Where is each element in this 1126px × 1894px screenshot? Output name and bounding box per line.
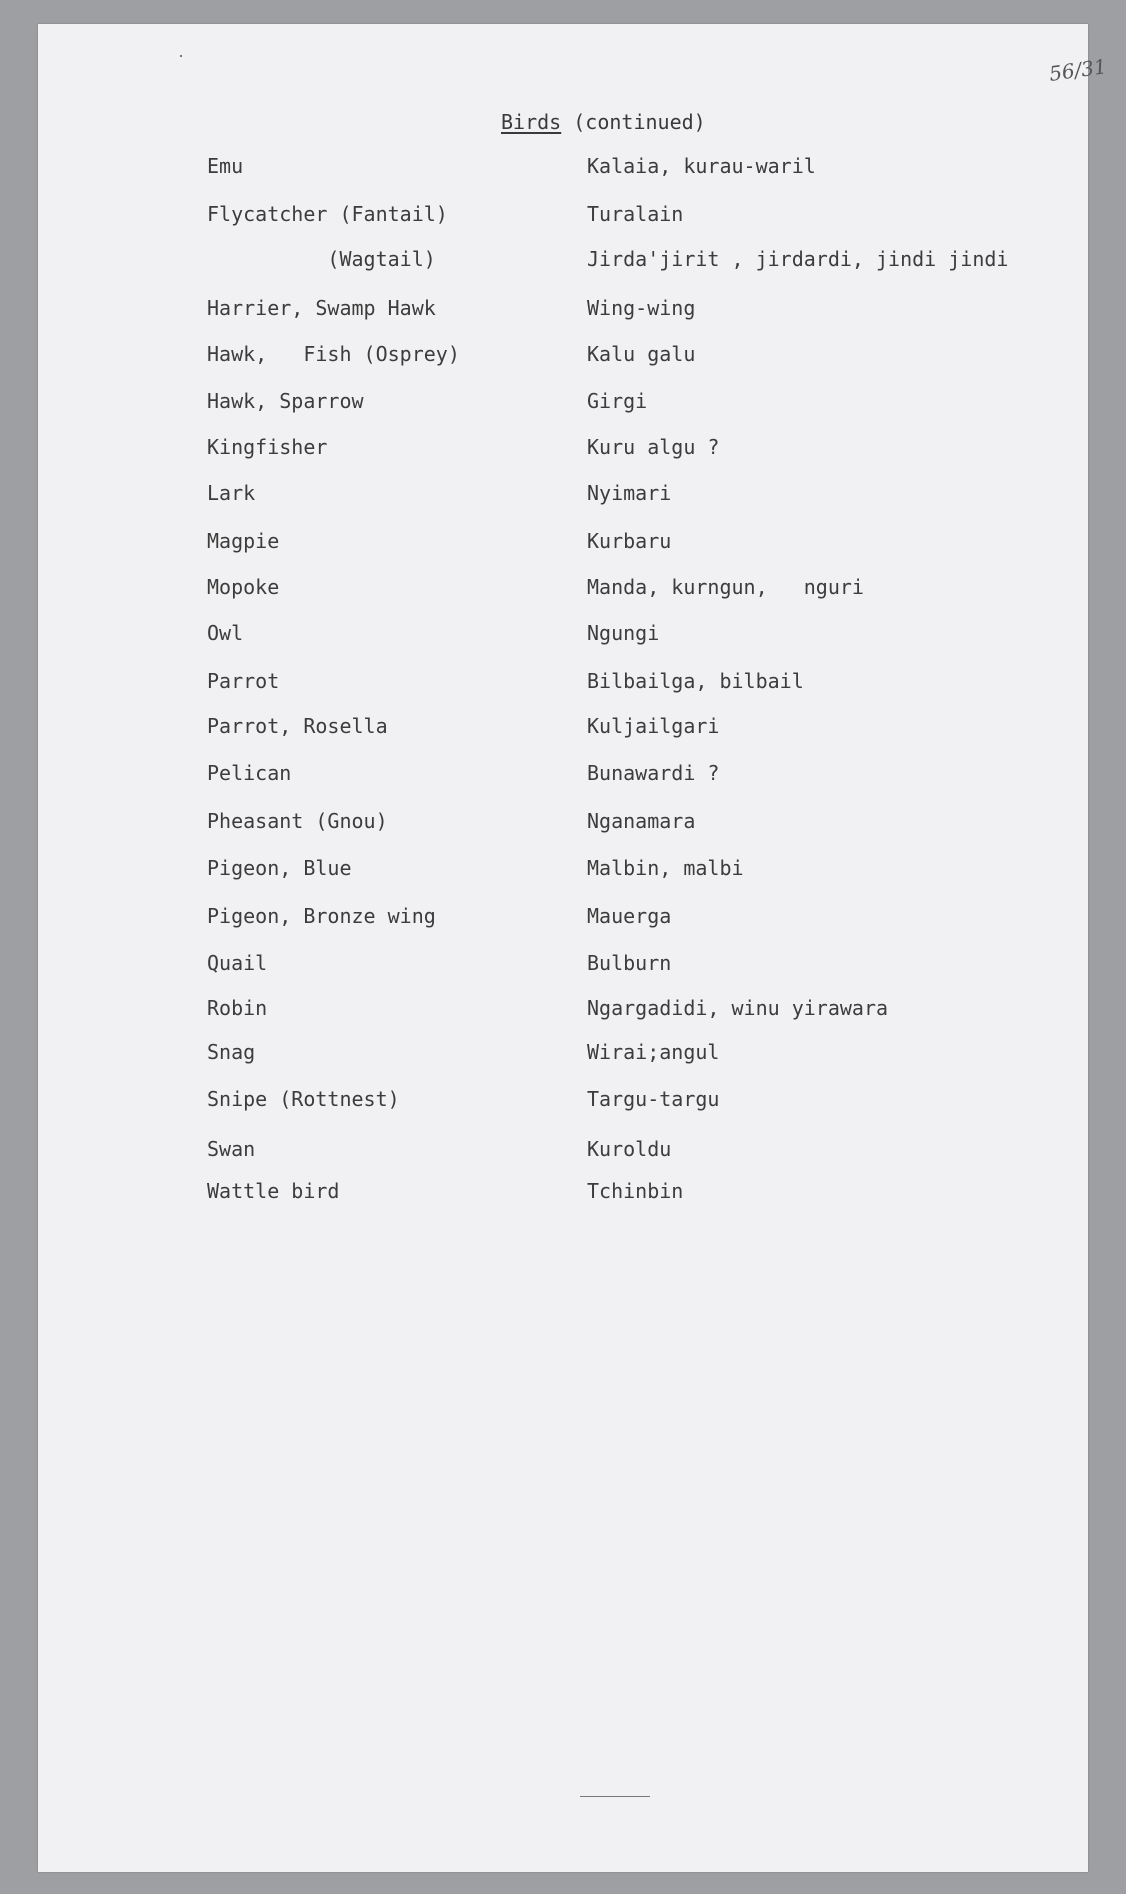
native-name: Kuroldu xyxy=(587,1137,672,1161)
native-name: Nganamara xyxy=(587,809,696,833)
english-name: Pheasant (Gnou) xyxy=(207,809,388,833)
native-name: Ngungi xyxy=(587,621,660,645)
english-name: Snag xyxy=(207,1040,256,1064)
english-name: Hawk, Sparrow xyxy=(207,389,364,413)
english-name: Wattle bird xyxy=(207,1179,340,1203)
native-name: Targu-targu xyxy=(587,1087,720,1111)
native-name: Turalain xyxy=(587,202,684,226)
english-name: Pelican xyxy=(207,761,292,785)
english-name: Robin xyxy=(207,996,268,1020)
heading-title: Birds xyxy=(501,110,562,134)
pen-mark xyxy=(580,1796,650,1797)
document-page xyxy=(38,24,1109,1872)
english-name: Hawk, Fish (Osprey) xyxy=(207,342,460,366)
english-name: Owl xyxy=(207,621,244,645)
folio-number: 56/31 xyxy=(1047,54,1109,86)
native-name: Kalu galu xyxy=(587,342,696,366)
native-name: Bilbailga, bilbail xyxy=(587,669,804,693)
native-name: Kuljailgari xyxy=(587,714,720,738)
english-name: Pigeon, Bronze wing xyxy=(207,904,436,928)
native-name: Kurbaru xyxy=(587,529,672,553)
native-name: Kuru algu ? xyxy=(587,435,720,459)
native-name: Girgi xyxy=(587,389,648,413)
english-name: Quail xyxy=(207,951,268,975)
english-name: Pigeon, Blue xyxy=(207,856,352,880)
native-name: Manda, kurngun, nguri xyxy=(587,575,864,599)
english-name: Lark xyxy=(207,481,256,505)
corner-dot xyxy=(180,55,182,57)
english-name: Harrier, Swamp Hawk xyxy=(207,296,436,320)
page-heading xyxy=(501,110,706,134)
native-name: Kalaia, kurau-waril xyxy=(587,154,816,178)
english-name: Mopoke xyxy=(207,575,280,599)
english-name: Swan xyxy=(207,1137,256,1161)
native-name: Bunawardi ? xyxy=(587,761,720,785)
native-name: Jirda'jirit , jirdardi, jindi jindi xyxy=(587,247,1009,271)
english-name: Emu xyxy=(207,154,244,178)
english-name: Kingfisher xyxy=(207,435,328,459)
native-name: Malbin, malbi xyxy=(587,856,744,880)
english-name: Flycatcher (Fantail) xyxy=(207,202,448,226)
heading-subtitle: (continued) xyxy=(573,110,706,134)
english-name: Parrot, Rosella xyxy=(207,714,388,738)
native-name: Wirai;angul xyxy=(587,1040,720,1064)
native-name: Tchinbin xyxy=(587,1179,684,1203)
native-name: Mauerga xyxy=(587,904,672,928)
native-name: Ngargadidi, winu yirawara xyxy=(587,996,889,1020)
native-name: Bulburn xyxy=(587,951,672,975)
english-name: Magpie xyxy=(207,529,280,553)
english-name: Parrot xyxy=(207,669,280,693)
native-name: Wing-wing xyxy=(587,296,696,320)
native-name: Nyimari xyxy=(587,481,672,505)
english-name: Snipe (Rottnest) xyxy=(207,1087,400,1111)
english-name: (Wagtail) xyxy=(207,247,436,271)
